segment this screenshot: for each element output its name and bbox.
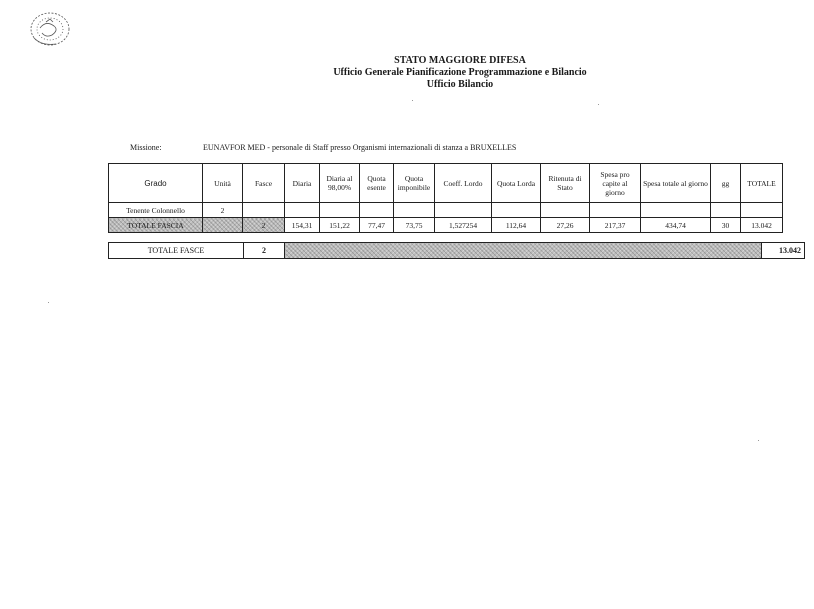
cell-quota-imponibile: 73,75 [394, 218, 435, 233]
totals-table [108, 242, 805, 259]
column-header: Diaria al 98,00% [320, 164, 360, 203]
totals-hatched-area [285, 243, 762, 259]
column-header: Ritenuta di Stato [541, 164, 590, 203]
cell-quota-esente: 77,47 [360, 218, 394, 233]
cell-spesa-totale: 434,74 [641, 218, 711, 233]
header-line-1: STATO MAGGIORE DIFESA [394, 55, 526, 66]
cell-grado: TOTALE FASCIA [109, 218, 203, 233]
totals-label: TOTALE FASCE [109, 243, 244, 259]
column-header: TOTALE [741, 164, 783, 203]
table-row [109, 203, 783, 218]
column-header: Grado [109, 164, 203, 203]
scan-speck [412, 100, 413, 101]
column-header: Unità [203, 164, 243, 203]
cost-table [108, 163, 783, 233]
scan-speck [758, 440, 759, 441]
totals-row [109, 243, 805, 259]
mission-label: Missione: [130, 143, 162, 152]
cell-coeff-lordo: 1,527254 [435, 218, 492, 233]
column-header: gg [711, 164, 741, 203]
cell-unita: 2 [203, 203, 243, 218]
mission-line [130, 143, 516, 152]
column-header: Quota imponibile [394, 164, 435, 203]
document-header [300, 55, 620, 91]
mission-value: EUNAVFOR MED - personale di Staff presso Organismi internazionali di stanza a BRUXELLES [203, 143, 517, 152]
header-line-3: Ufficio Bilancio [426, 79, 494, 90]
scan-speck [48, 302, 49, 303]
cell-spesa-procapite: 217,37 [590, 218, 641, 233]
cell-fasce: 2 [243, 218, 285, 233]
stamp-seal [26, 8, 74, 48]
table-row-total-fascia [109, 218, 783, 233]
header-line-2: Ufficio Generale Pianificazione Programmazione e Bilancio [333, 67, 587, 78]
totals-fasce: 2 [244, 243, 285, 259]
totals-value: 13.042 [762, 243, 805, 259]
cell-diaria: 154,31 [285, 218, 320, 233]
cell-quota-lorda: 112,64 [492, 218, 541, 233]
cell-ritenuta: 27,26 [541, 218, 590, 233]
column-header: Quota Lorda [492, 164, 541, 203]
column-header: Spesa totale al giorno [641, 164, 711, 203]
column-header: Coeff. Lordo [435, 164, 492, 203]
scan-speck [598, 104, 599, 105]
cell-grado: Tenente Colonnello [109, 203, 203, 218]
column-header: Spesa pro capite al giorno [590, 164, 641, 203]
column-header: Diaria [285, 164, 320, 203]
column-header: Fasce [243, 164, 285, 203]
column-header: Quota esente [360, 164, 394, 203]
cell-gg: 30 [711, 218, 741, 233]
cell-totale: 13.042 [741, 218, 783, 233]
table-header-row [109, 164, 783, 203]
cell-diaria98: 151,22 [320, 218, 360, 233]
